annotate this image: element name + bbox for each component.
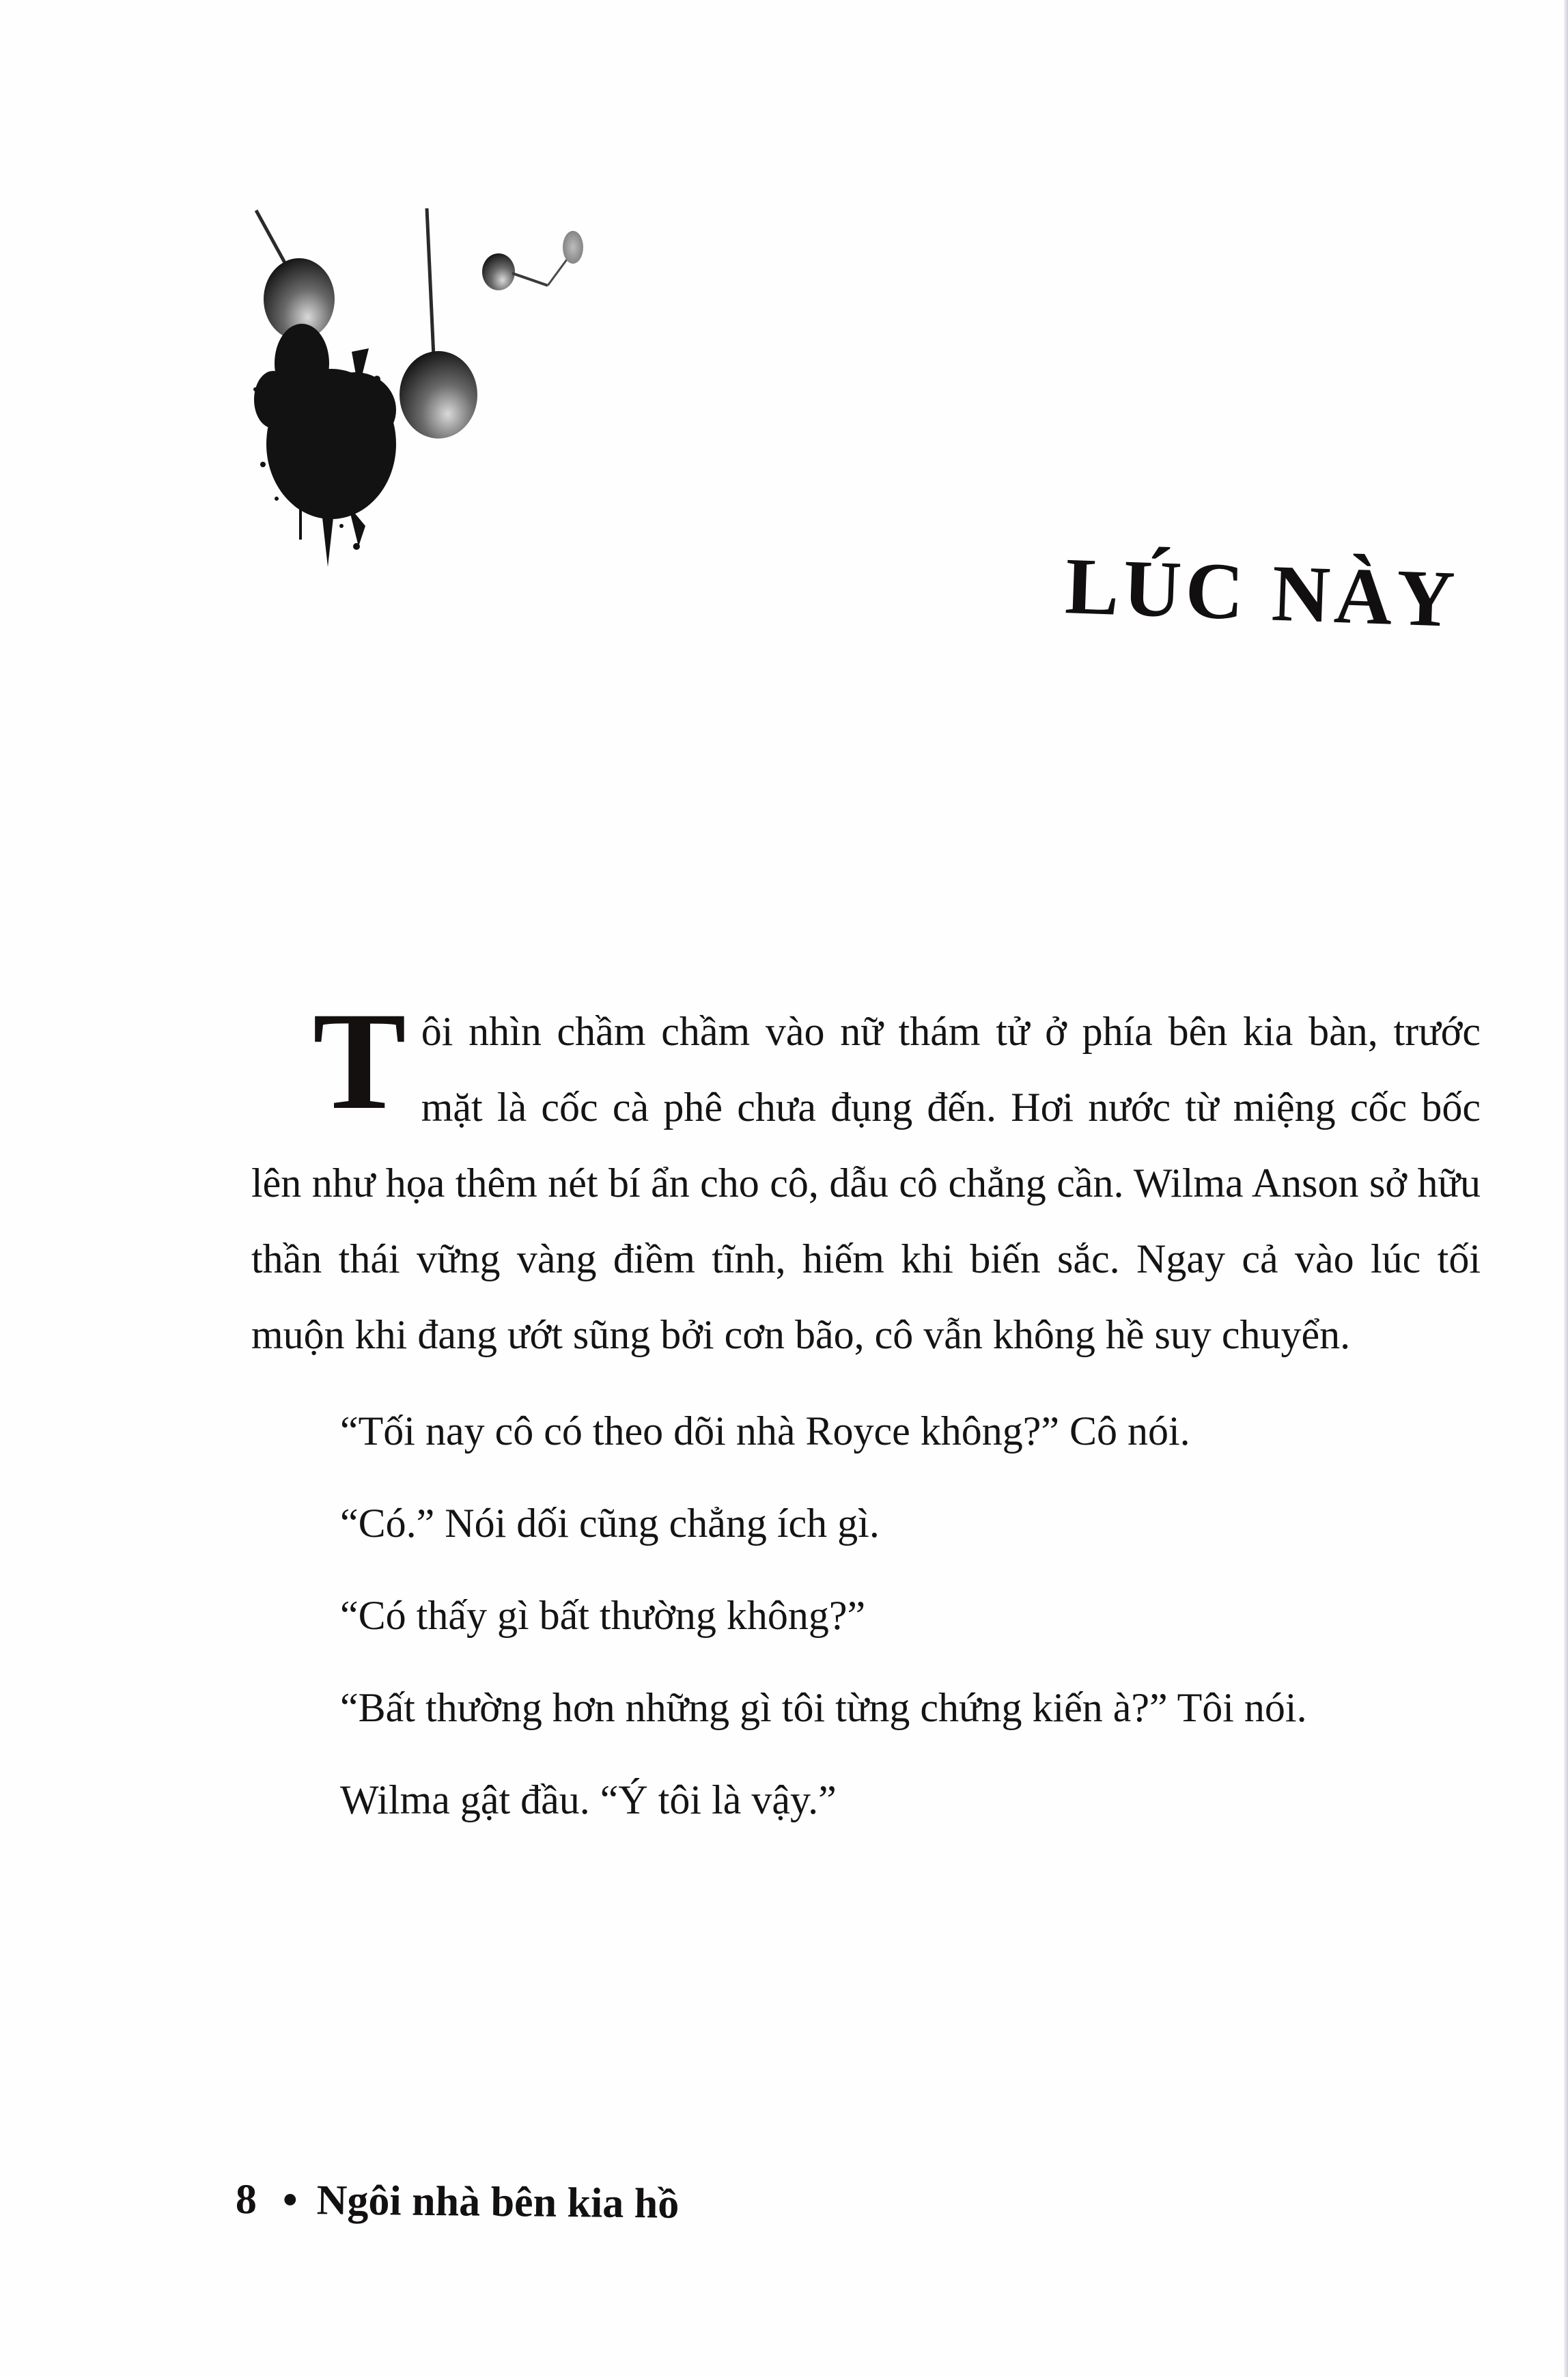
opening-paragraph-text: ôi nhìn chầm chầm vào nữ thám tử ở phía bên kia bàn, trước mặt là cốc cà phê chưa đụng đến. Hơi nước từ miệng cốc bốc lên như họa thêm nét bí ẩn cho cô, dẫu cô chẳng cần. Wilma Anson sở hữu thần thái vững vàng điềm tĩnh, hiếm khi biến sắc. Ngay cả vào lúc tối muộn khi đang ướt sũng bởi cơn bão, cô vẫn không hề suy chuyển. [251,1009,1481,1357]
running-book-title: Ngôi nhà bên kia hồ [316,2177,680,2227]
pins-ink-splatter-icon [246,184,1024,717]
drop-cap: T [313,984,406,1139]
dialog-paragraph: “Có thấy gì bất thường không?” [340,1593,866,1638]
dialog-paragraph: “Bất thường hơn những gì tôi từng chứng kiến à?” Tôi nói. [340,1685,1307,1730]
body-text [251,984,1481,1838]
page-edge [1564,0,1568,2377]
chapter-title: LÚC NÀY [1063,541,1461,645]
dialog-paragraph: Wilma gật đầu. “Ý tôi là vậy.” [340,1777,837,1822]
opening-paragraph [251,984,1481,1373]
footer-separator: • [282,2176,298,2223]
page-number: 8 [235,2176,257,2223]
dialog-paragraph: “Có.” Nói dối cũng chẳng ích gì. [340,1501,880,1546]
dialog-paragraph: “Tối nay cô có theo dõi nhà Royce không?” Cô nói. [340,1408,1190,1454]
page-footer [236,2176,680,2229]
